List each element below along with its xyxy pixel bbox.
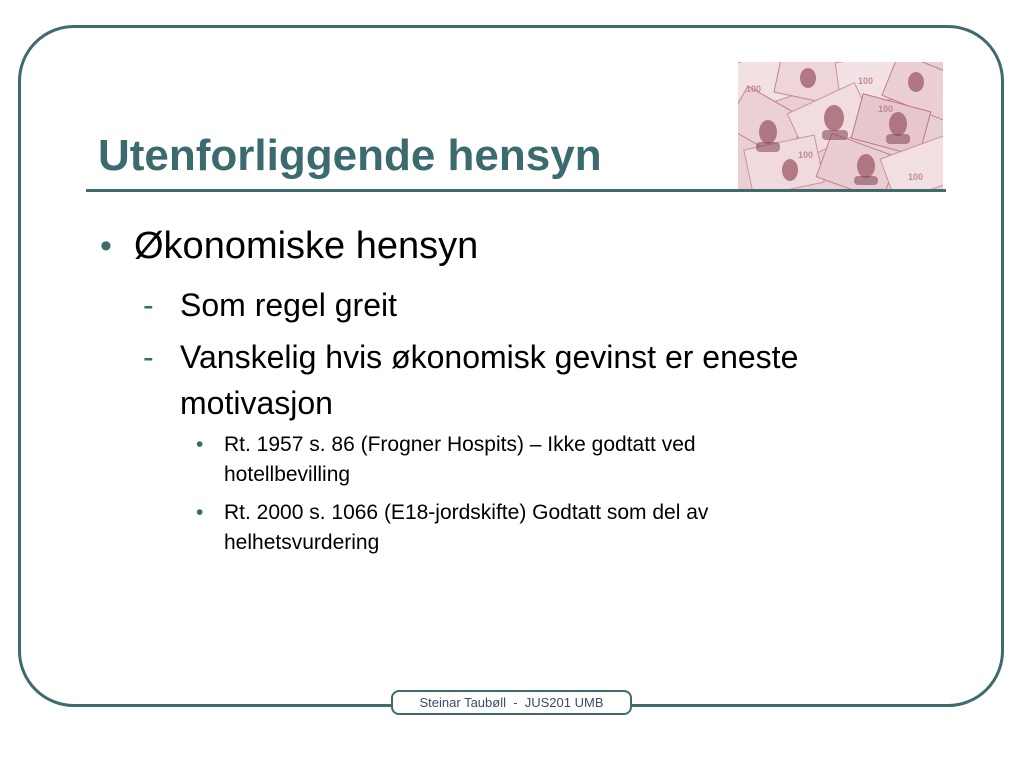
svg-text:100: 100: [878, 104, 894, 114]
bullet-marker: •: [100, 227, 112, 265]
footer: Steinar Taubøll - JUS201 UMB: [391, 690, 632, 715]
slide-title: Utenforliggende hensyn: [98, 131, 602, 180]
bullet-marker: •: [196, 501, 204, 524]
dash-marker: -: [143, 287, 154, 323]
bullet-text: Som regel greit: [180, 287, 397, 323]
dash-marker: -: [143, 339, 154, 375]
svg-text:100: 100: [798, 150, 814, 160]
bullet-text: Vanskelig hvis økonomisk gevinst er eneste motivasjon: [180, 339, 799, 421]
bullet-text: Rt. 2000 s. 1066 (E18-jordskifte) Godtatt som del av helhetsvurdering: [224, 501, 709, 554]
svg-text:100: 100: [908, 172, 924, 182]
bullet-text: Rt. 1957 s. 86 (Frogner Hospits) – Ikke godtatt ved hotellbevilling: [224, 433, 696, 486]
bullet-marker: •: [196, 433, 204, 456]
svg-text:100: 100: [858, 76, 874, 86]
bullet-text: Økonomiske hensyn: [134, 225, 479, 267]
svg-text:100: 100: [746, 84, 762, 94]
